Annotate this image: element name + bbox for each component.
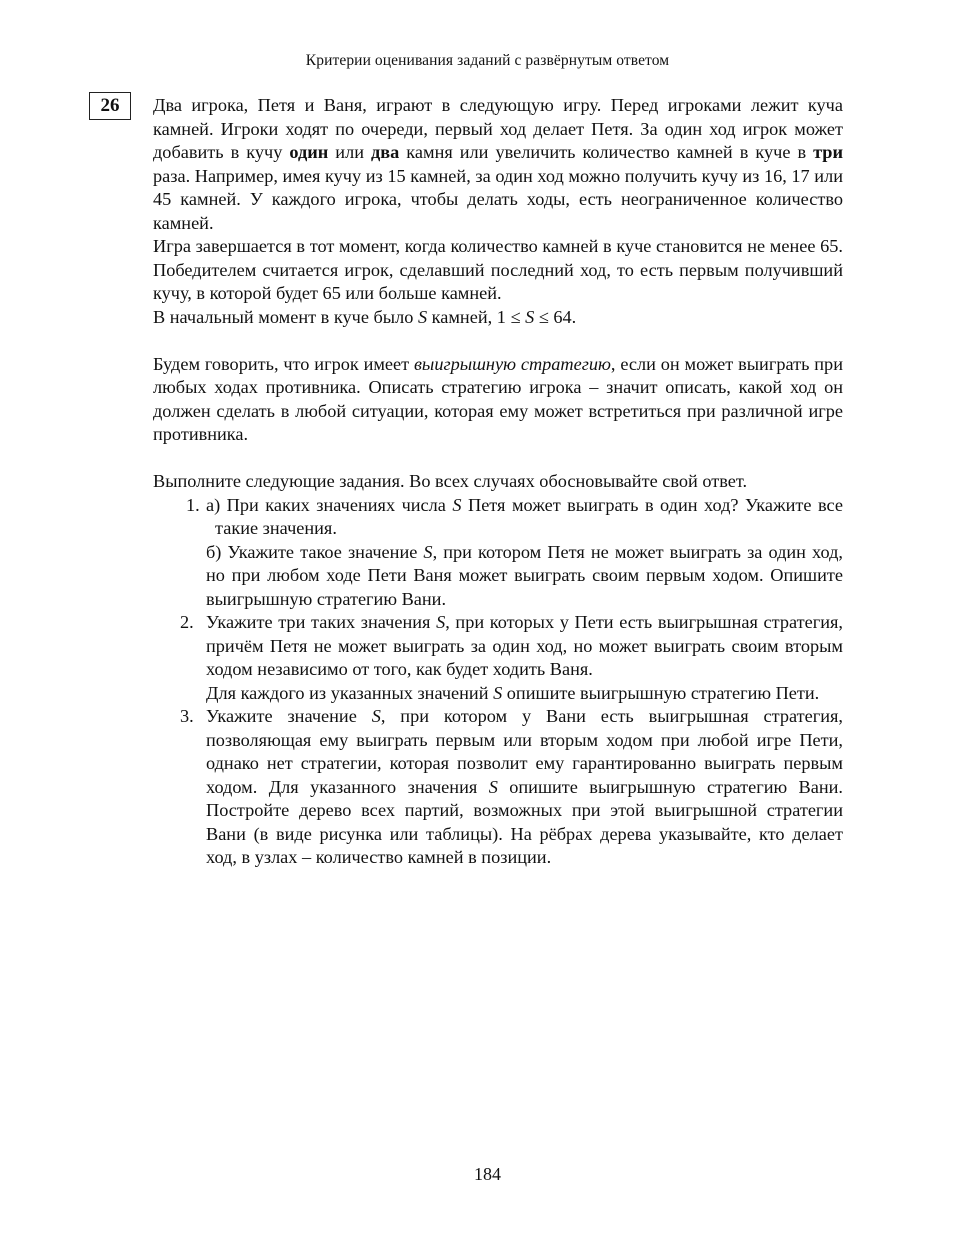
task-2-text: Укажите три таких значения S, при которых у Пети есть выигрышная стратегия, причём Петя не может выиграть за один ход, но может выиграть своим вторым ходом независимо от того, как будет ходить Ваня.: [206, 612, 843, 679]
task-3-number: 3.: [180, 706, 194, 726]
page-header: Критерии оценивания заданий с развёрнутым ответом: [305, 52, 670, 69]
task-1a: а) При каких значениях числа S Петя может выиграть в один ход? Укажите все такие значения.: [206, 494, 843, 538]
task-item-1: [153, 494, 843, 612]
task-2-number: 2.: [180, 612, 194, 632]
task-item-3: [153, 705, 843, 870]
tasks-intro: Выполните следующие задания. Во всех случаях обосновывайте свой ответ.: [153, 471, 748, 491]
task-list: [153, 494, 843, 870]
task-1-number: 1.: [186, 494, 200, 515]
strategy-paragraph: Будем говорить, что игрок имеет выигрышную стратегию, если он может выиграть при любых ходах противника. Описать стратегию игрока – значит описать, какой ход он должен сделать в любой ситуации, которая ему может встретиться при различной игре противника.: [153, 353, 843, 444]
page-number: 184: [474, 1164, 501, 1184]
intro-paragraph-1: Два игрока, Петя и Ваня, играют в следующую игру. Перед игроками лежит куча камней. Игроки ходят по очереди, первый ход делает Петя. За один ход игрок может добавить в кучу один или два камня или увеличить количество камней в куче в три раза. Например, имея кучу из 15 камней, за один ход можно получить кучу из 16, 17 или 45 камней. У каждого игрока, чтобы делать ходы, есть неограниченное количество камней.: [153, 95, 843, 233]
intro-paragraph-3: В начальный момент в куче было S камней, 1 ≤ S ≤ 64.: [153, 306, 577, 327]
task-content: [153, 94, 843, 870]
task-number-box: 26: [89, 92, 131, 120]
task-1b: б) Укажите такое значение S, при котором Петя не может выиграть за один ход, но при любом ходе Пети Ваня может выиграть своим первым ходом. Опишите выигрышную стратегию Вани.: [206, 541, 843, 609]
task-item-2: [153, 611, 843, 705]
task-2-continuation: Для каждого из указанных значений S опишите выигрышную стратегию Пети.: [206, 682, 820, 703]
task-3-text: Укажите значение S, при котором у Вани есть выигрышная стратегия, позволяющая ему выиграть первым или вторым ходом при любой игре Пети, однако нет стратегии, которая позволит ему гарантированно выиграть первым ходом. Для указанного значения S опишите выигрышную стратегию Вани. Постройте дерево всех партий, возможных при этой выигрышной стратегии Вани (в виде рисунка или таблицы). На рёбрах дерева указывайте, кто делает ход, в узлах – количество камней в позиции.: [206, 706, 843, 867]
intro-paragraph-2: Игра завершается в тот момент, когда количество камней в куче становится не менее 65. Победителем считается игрок, сделавший последний ход, то есть первым получивший кучу, в которой будет 65 или больше камней.: [153, 236, 843, 303]
